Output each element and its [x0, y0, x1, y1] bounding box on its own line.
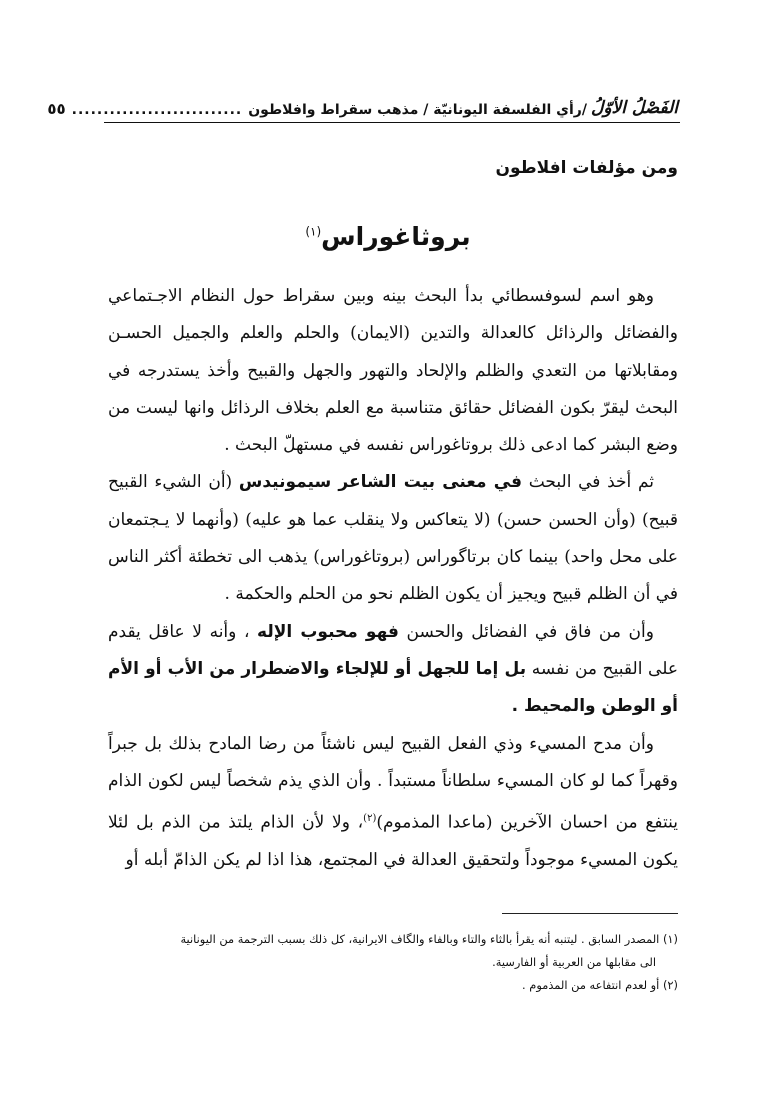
footnotes: [108, 928, 678, 997]
paragraph-3-part-b: ، وأنه لا عاقل يقدم على القبيح من نفسه: [108, 621, 678, 679]
footnote-1-line-1: (١) المصدر السابق . ليتنبه أنه يقرأ بالثاء والتاء وبالفاء والگاف الايرانية، كل ذلك بسبب الترجمة من اليونانية: [180, 932, 678, 946]
paragraph-2-bold: في معنى بيت الشاعر سيمونيدس: [238, 472, 523, 493]
paragraph-3-bold-1: فهو محبوب الإله: [257, 621, 399, 642]
footnote-separator: [502, 913, 678, 914]
chapter-heading: [0, 222, 776, 251]
page-number: ٥٥: [47, 100, 66, 118]
paragraph-4-part-a: وأن مدح المسيء وذي الفعل القبيح ليس ناشئاً من رضا المادح بذلك بل جبراً وقهراً كما لو كان المسيء سلطاناً مستبداً . وأن الذي يذم شخصاً ليس لكون الذام ينتفع من احسان الآخرين (ماعدا المذموم): [108, 733, 678, 833]
header-title-group: [248, 98, 678, 118]
footnote-2: (٢) أو لعدم انتفاعه من المذموم .: [522, 978, 678, 992]
paragraph-2-part-b: (أن الشيء القبيح قبيح) (وأن الحسن حسن) (لا يتعاكس ولا ينقلب عما هو عليه) (وأنهما لا يـجتمعان على محل واحد) بينما كان برتاگوراس (بروتاغوراس) يذهب الى تخطئة أكثر الناس في أن الظلم قبيح ويجيز أن يكون الظلم نحو من الحلم والحكمة .: [108, 472, 678, 605]
paragraph-4: [108, 726, 678, 880]
header-rule: [104, 122, 680, 123]
paragraph-1: وهو اسم لسوفسطائي بدأ البحث بينه وبين سقراط حول النظام الاجـتماعي والفضائل والرذائل كالعدالة والتدين (الايمان) والحلم والعلم والجميل الحسـن ومقابلاتها من التعدي والظلم والإلحاد والتهور والجهل والقبيح وأخذ يستدرجه في البحث ليقرّ بكون الفضائل حقائق متناسبة مع العلم بخلاف الرذائل وانها ليست من وضع البشر كما ادعى ذلك بروتاغوراس نفسه في مستهلّ البحث .: [108, 286, 678, 456]
paragraph-2: [108, 464, 678, 613]
paragraph-4-footnote-ref: (٢): [363, 813, 377, 825]
heading-text: بروثاغوراس: [321, 222, 471, 251]
chapter-label: الفَصْلُ الأوّلُ: [590, 98, 678, 118]
header-leader-dots: ...........................: [71, 102, 243, 118]
paragraph-3: [108, 614, 678, 726]
header-title: /رأي الفلسفة اليونانيّة / مذهب سقراط وافلاطون: [248, 102, 587, 118]
footnote-1-line-2: الى مقابلها من العربية أو الفارسية.: [492, 955, 656, 969]
paragraph-3-part-a: وأن من فاق في الفضائل والحسن: [398, 621, 654, 642]
paragraph-3-bold-2: بل إما للجهل أو للإلجاء والاضطرار من الأب أو الأم أو الوطن والمحيط .: [108, 658, 678, 717]
section-title: ومن مؤلفات افلاطون: [495, 158, 678, 178]
heading-footnote-ref: (١): [305, 224, 322, 239]
running-header: [47, 88, 678, 118]
paragraph-2-part-a: ثم أخذ في البحث: [522, 472, 654, 493]
paragraph-4-part-b: ، ولا لأن الذام يلتذ من الذم بل لئلا يكون المسيء موجوداً ولتحقيق العدالة في المجتمع، هذا اذا لم يكن الذامّ أبله أو: [108, 812, 678, 871]
body-text: [108, 278, 678, 879]
